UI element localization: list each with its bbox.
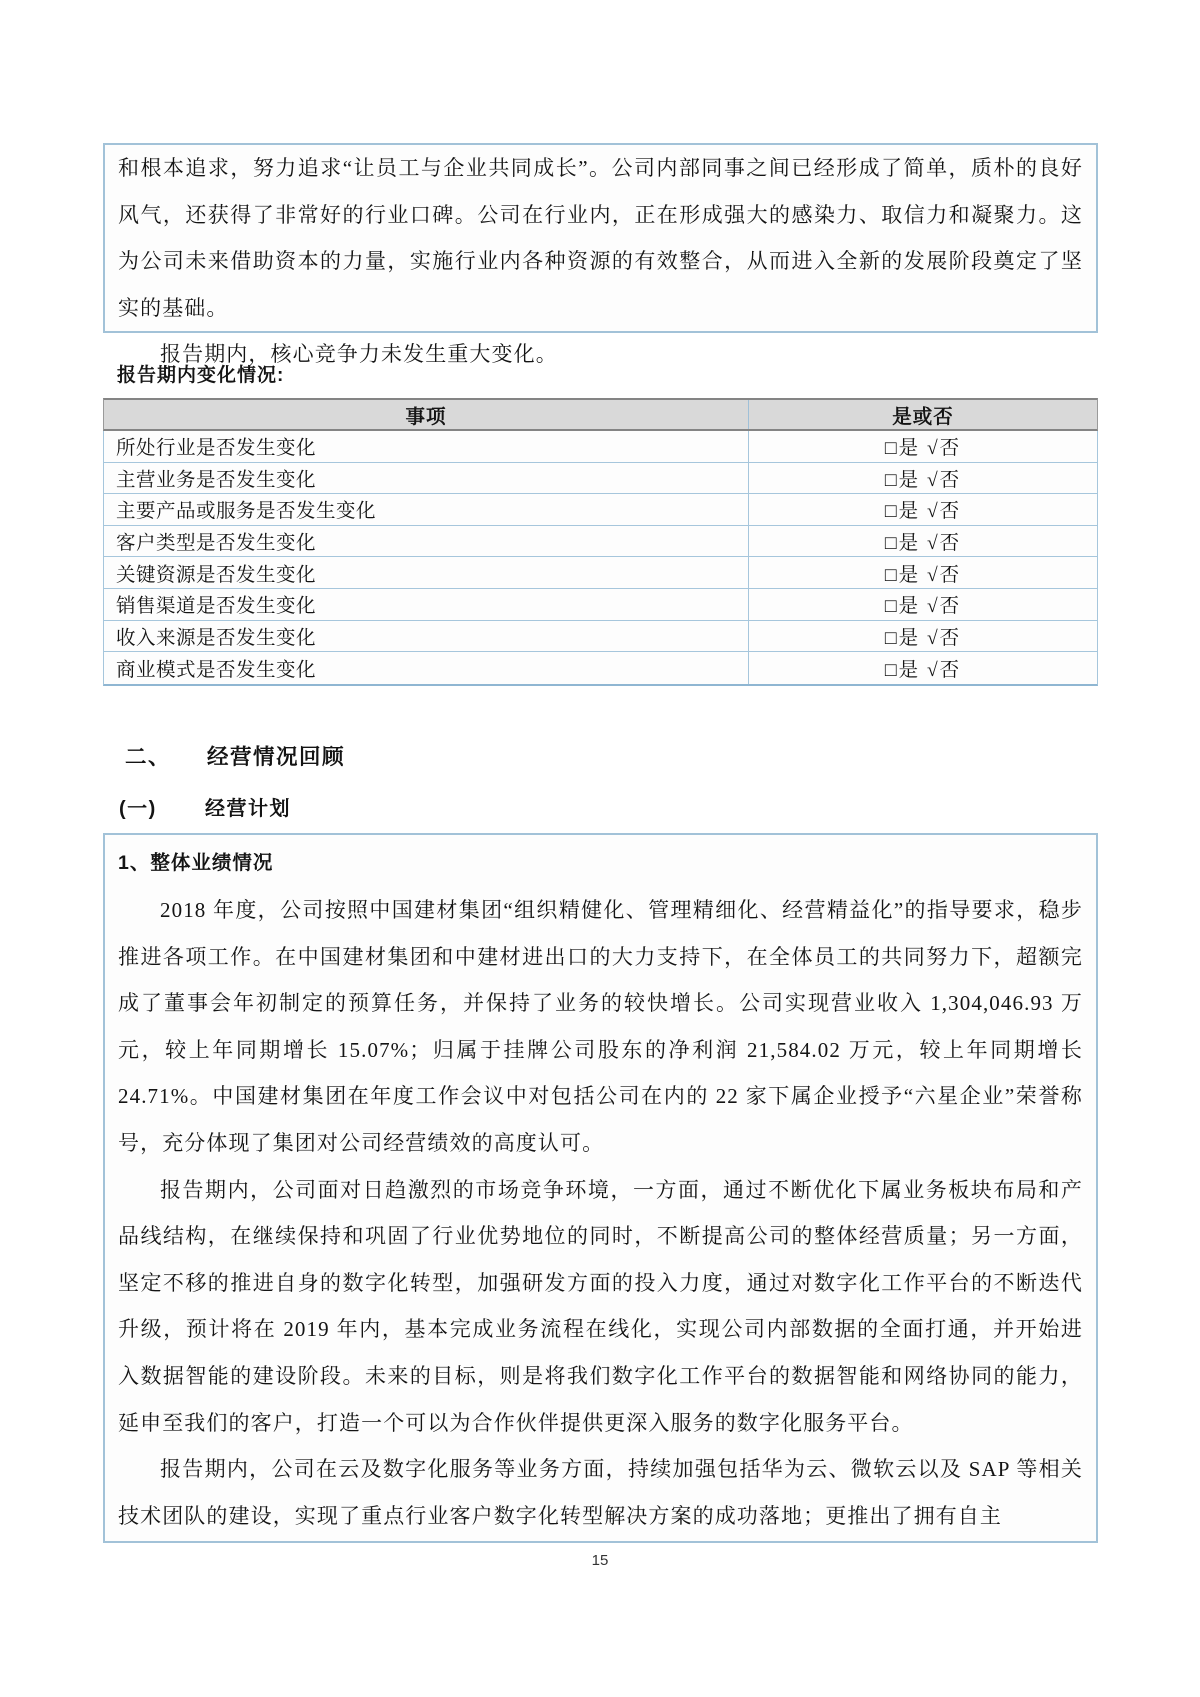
performance-heading: 1、整体业绩情况 — [118, 852, 274, 874]
performance-paragraph-2: 报告期内，公司面对日趋激烈的市场竞争环境，一方面，通过不断优化下属业务板块布局和产品线结构，在继续保持和巩固了行业优势地位的同时，不断提高公司的整体经营质量；另一方面，坚定不移的推进自身的数字化转型，加强研发方面的投入力度，通过对数字化工作平台的不断迭代升级，预计将在 2019 年内，基本完成业务流程在线化，实现公司内部数据的全面打通，并开始进入数据智能的建设阶段。未来的目标，则是将我们数字化工作平台的数据智能和网络协同的能力，延申至我们的客户，打造一个可以为合作伙伴提供更深入服务的数字化服务平台。 — [118, 1177, 1083, 1435]
intro-paragraph-2: 报告期内，核心竞争力未发生重大变化。 — [160, 342, 558, 366]
changes-section-title: 报告期内变化情况: — [117, 365, 285, 386]
table-row — [104, 494, 1097, 526]
table-row — [104, 652, 1097, 684]
row-answer: □是 √否 — [884, 564, 962, 586]
row-item-label: 主要产品或服务是否发生变化 — [104, 494, 749, 525]
core-competitiveness-box — [103, 143, 1098, 366]
row-answer: □是 √否 — [884, 627, 962, 649]
table-row — [104, 557, 1097, 589]
row-item-label: 客户类型是否发生变化 — [104, 526, 749, 557]
performance-paragraph-1: 2018 年度，公司按照中国建材集团“组织精健化、管理精细化、经营精益化”的指导要求，稳步推进各项工作。在中国建材集团和中建材进出口的大力支持下，在全体员工的共同努力下，超额完成了董事会年初制定的预算任务，并保持了业务的较快增长。公司实现营业收入 1,304,046.93 万元，较上年同期增长 15.07%；归属于挂牌公司股东的净利润 21,584.02 万元，较上年同期增长 24.71%。中国建材集团在年度工作会议中对包括公司在内的 22 家下属企业授予“六星企业”荣誉称号，充分体现了集团对公司经营绩效的高度认可。 — [118, 898, 1083, 1155]
section-title: 经营情况回顾 — [207, 745, 346, 769]
table-row — [104, 463, 1097, 495]
table-row — [104, 621, 1097, 653]
row-answer: □是 √否 — [884, 501, 962, 523]
row-item-label: 收入来源是否发生变化 — [104, 621, 749, 652]
changes-table-header-row — [103, 398, 1098, 431]
overall-performance-box — [103, 833, 1098, 1543]
row-answer: □是 √否 — [884, 533, 962, 555]
column-header-item: 事项 — [104, 400, 749, 429]
row-item-label: 关键资源是否发生变化 — [104, 557, 749, 588]
table-row — [104, 589, 1097, 621]
section-number: 二、 — [125, 745, 172, 769]
table-row — [104, 431, 1097, 463]
row-answer: □是 √否 — [884, 469, 962, 491]
row-item-label: 所处行业是否发生变化 — [104, 431, 749, 462]
row-answer: □是 √否 — [884, 596, 962, 618]
subsection-number: (一) — [119, 798, 157, 820]
subsection-title: 经营计划 — [205, 798, 291, 820]
column-header-yes-or-no: 是或否 — [892, 406, 954, 428]
row-item-label: 主营业务是否发生变化 — [104, 463, 749, 494]
row-answer: □是 √否 — [884, 659, 962, 681]
subsection-heading-operating-plan — [119, 792, 291, 821]
row-answer: □是 √否 — [884, 438, 962, 460]
section-heading-operations-review — [125, 740, 345, 771]
performance-paragraph-3: 报告期内，公司在云及数字化服务等业务方面，持续加强包括华为云、微软云以及 SAP 等相关技术团队的建设，实现了重点行业客户数字化转型解决方案的成功落地；更推出了拥有自主 — [118, 1457, 1083, 1528]
changes-table-body — [103, 431, 1098, 686]
page-number: 15 — [591, 1552, 609, 1569]
intro-paragraph: 和根本追求，努力追求“让员工与企业共同成长”。公司内部同事之间已经形成了简单，质朴的良好风气，还获得了非常好的行业口碑。公司在行业内，正在形成强大的感染力、取信力和凝聚力。这为公司未来借助资本的力量，实施行业内各种资源的有效整合，从而进入全新的发展阶段奠定了坚实的基础。 — [118, 156, 1083, 320]
table-row — [104, 526, 1097, 558]
row-item-label: 商业模式是否发生变化 — [104, 652, 749, 684]
row-item-label: 销售渠道是否发生变化 — [104, 589, 749, 620]
changes-table — [103, 398, 1098, 686]
